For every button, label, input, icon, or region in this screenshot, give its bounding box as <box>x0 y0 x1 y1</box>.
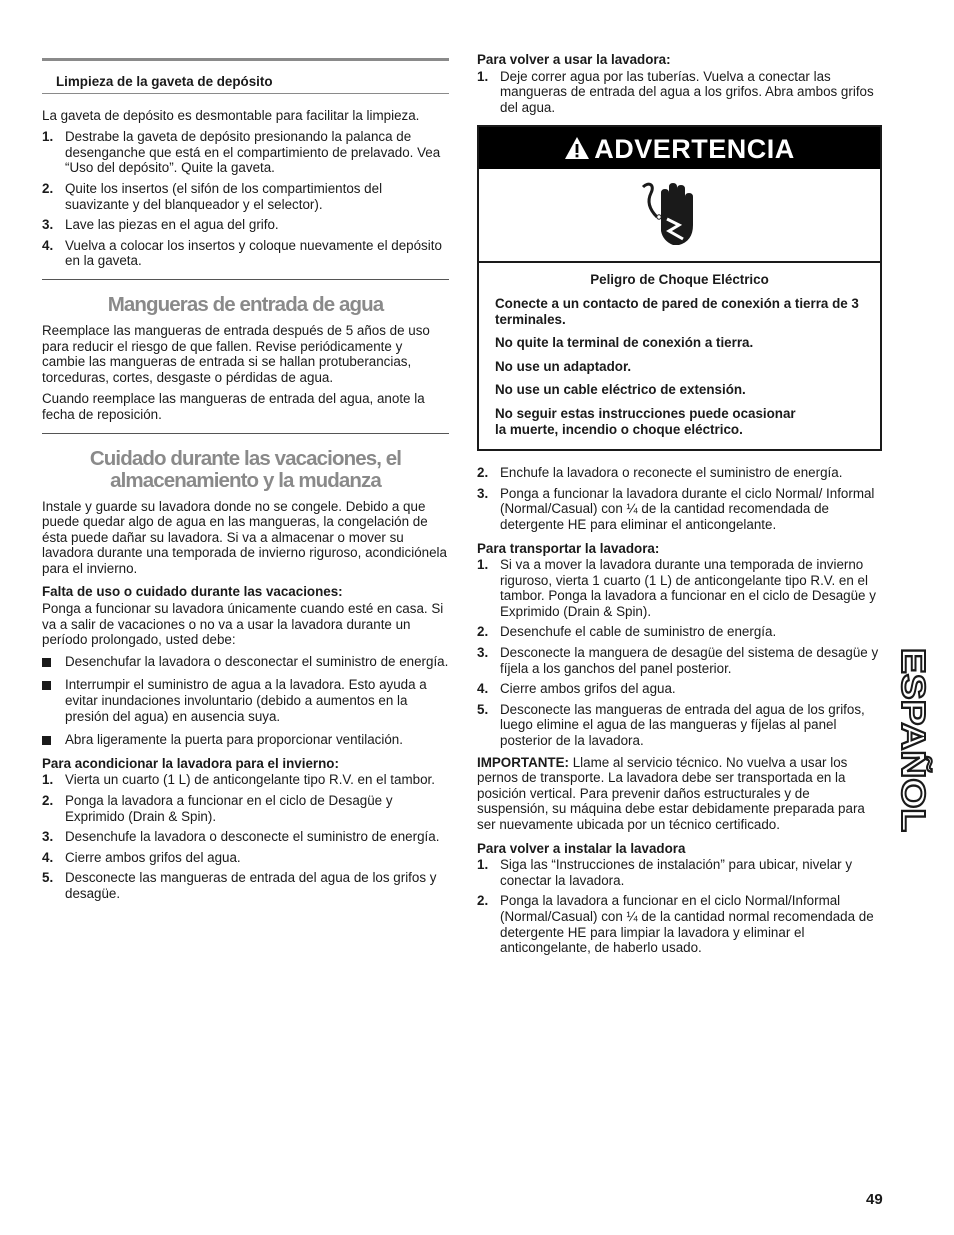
important-paragraph <box>477 755 882 833</box>
electric-shock-hand-icon <box>639 179 709 251</box>
reinstall-heading: Para volver a instalar la lavadora <box>477 840 686 856</box>
warning-icon-area <box>479 169 880 263</box>
list-item: 4. Cierre ambos grifos del agua. <box>42 849 241 865</box>
reuse-steps-list <box>477 69 882 116</box>
winter-heading: Para acondicionar la lavadora para el invierno: <box>42 755 339 771</box>
bullet-square-icon <box>42 736 51 745</box>
important-label: IMPORTANTE: <box>477 754 569 770</box>
dispenser-cleaning-heading: Limpieza de la gaveta de depósito <box>42 58 449 94</box>
vacation-section-title <box>42 448 449 492</box>
list-item: 4. Vuelva a colocar los insertos y coloque nuevamente el depósito en la gaveta. <box>42 237 442 269</box>
winter-steps-list <box>42 772 449 901</box>
list-item: 1. Destrabe la gaveta de depósito presionando la palanca de desenganche que está en el compartimiento de prelavado. Vea “Uso del depósito”. Quite la gaveta. <box>42 129 441 176</box>
list-item: 3. Ponga a funcionar la lavadora durante el ciclo Normal/ Informal (Normal/Casual) con ¼ de la cantidad recomendada de detergente HE para eliminar el anticongelante. <box>477 485 875 532</box>
list-item: Abra ligeramente la puerta para proporcionar ventilación. <box>42 732 449 748</box>
list-item: 1. Vierta un cuarto (1 L) de anticongelante tipo R.V. en el tambor. <box>42 772 435 788</box>
warning-title: ADVERTENCIA <box>594 134 795 165</box>
warning-line: No seguir estas instrucciones puede ocasionar la muerte, incendio o choque eléctrico. <box>495 405 796 437</box>
warning-line: No use un adaptador. <box>495 358 632 374</box>
warning-header <box>479 127 880 169</box>
reuse-steps-continued <box>477 465 882 532</box>
nonuse-intro: Ponga a funcionar su lavadora únicamente cuando esté en casa. Si va a salir de vacaciones o no va a usar la lavadora durante un período prolongado, usted debe: <box>42 601 444 648</box>
list-item: 1. Siga las “Instrucciones de instalación” para ubicar, nivelar y conectar la lavadora. <box>477 857 853 888</box>
list-item: 4. Cierre ambos grifos del agua. <box>477 681 676 697</box>
list-item: 5. Desconecte las mangueras de entrada del agua de los grifos, luego elimine el agua de las mangueras y fíjelas al panel posterior de la lavadora. <box>477 701 865 749</box>
vacation-intro: Instale y guarde su lavadora donde no se congele. Debido a que puede quedar algo de agua en las mangueras, la congelación de ésta puede dañar su lavadora. Si va a almacenar o mover su lavadora durante una temporada de invierno riguroso, acondiciónela para el invierno. <box>42 498 447 576</box>
dispenser-intro: La gaveta de depósito es desmontable para facilitar la limpieza. <box>42 107 420 123</box>
section-divider <box>42 433 449 434</box>
bullet-square-icon <box>42 681 51 690</box>
reuse-heading: Para volver a usar la lavadora: <box>477 52 671 67</box>
list-item: 2. Enchufe la lavadora o reconecte el suministro de energía. <box>477 465 843 481</box>
dispenser-steps-list <box>42 129 449 269</box>
list-item: 1. Deje correr agua por las tuberías. Vuelva a conectar las mangueras de entrada del agua a los grifos. Abra ambos grifos del agua. <box>477 68 874 115</box>
list-item: 3. Lave las piezas en el agua del grifo. <box>42 217 279 233</box>
list-item: Desenchufar la lavadora o desconectar el suministro de energía. <box>42 654 449 670</box>
transport-steps-list <box>477 557 882 749</box>
left-column <box>42 52 449 908</box>
nonuse-heading: Falta de uso o cuidado durante las vacaciones: <box>42 584 343 600</box>
list-item: 1. Si va a mover la lavadora durante una temporada de invierno riguroso, vierta 1 cuarto (1 L) de anticongelante tipo R.V. en el tambor. Ponga la lavadora a funcionar en el ciclo de Desagüe y Exprimido (Drain & Spin). <box>477 557 876 619</box>
important-text: Llame al servicio técnico. No vuelva a usar los pernos de transporte. La lavadora debe ser transportada en la posición vertical. Para prevenir daños estructurales y de suspensión, su máquina debe estar debidamente preparada para ser nuevamente ubicada por un técnico certificado. <box>477 754 865 832</box>
language-side-tab <box>895 648 932 834</box>
list-item: 2. Ponga la lavadora a funcionar en el ciclo de Desagüe y Exprimido (Drain & Spin). <box>42 793 393 824</box>
list-item: 3. Desenchufe la lavadora o desconecte el suministro de energía. <box>42 829 440 845</box>
transport-heading: Para transportar la lavadora: <box>477 540 660 556</box>
warning-line: No use un cable eléctrico de extensión. <box>495 382 746 398</box>
right-column <box>477 52 882 962</box>
list-item: 2. Desenchufe el cable de suministro de energía. <box>477 624 777 640</box>
list-item: 2. Quite los insertos (el sifón de los compartimientos del suavizante y del blanqueador y el selector). <box>42 180 383 212</box>
warning-line: No quite la terminal de conexión a tierra. <box>495 335 754 351</box>
warning-line: Conecte a un contacto de pared de conexión a tierra de 3 terminales. <box>495 295 859 327</box>
hoses-paragraph-2: Cuando reemplace las mangueras de entrada del agua, anote la fecha de reposición. <box>42 391 425 422</box>
page-number: 49 <box>866 1191 883 1208</box>
warning-body <box>479 263 880 449</box>
hoses-section-title: Mangueras de entrada de agua <box>107 292 384 316</box>
vacation-title-line-1: Cuidado durante las vacaciones, el <box>89 446 402 470</box>
warning-triangle-icon <box>564 129 590 153</box>
bullet-square-icon <box>42 658 51 667</box>
list-item: 3. Desconecte la manguera de desagüe del sistema de desagüe y fíjela a los ganchos del panel posterior. <box>477 645 879 676</box>
warning-box <box>477 125 882 451</box>
section-divider <box>42 279 449 280</box>
warning-hazard-title: Peligro de Choque Eléctrico <box>590 272 769 288</box>
list-item: Interrumpir el suministro de agua a la lavadora. Esto ayuda a evitar inundaciones involuntario (debido a aumentos en la presión del agua) en ausencia suya. <box>42 677 449 724</box>
list-item: 2. Ponga la lavadora a funcionar en el ciclo Normal/Informal (Normal/Casual) con ¼ de la cantidad normal recomendada de detergente HE para limpiar la lavadora y eliminar el anticongelante, de haberlo usado. <box>477 893 874 956</box>
vacation-title-line-2: almacenamiento y la mudanza <box>110 468 381 492</box>
nonuse-bullet-list <box>42 654 449 748</box>
reinstall-steps-list <box>477 857 882 956</box>
list-item: 5. Desconecte las mangueras de entrada del agua de los grifos y desagüe. <box>42 870 437 901</box>
side-tab-label: ESPAÑOL <box>895 648 932 806</box>
hoses-paragraph-1: Reemplace las mangueras de entrada después de 5 años de uso para reducir el riesgo de que fallen. Revise periódicamente y cambie las mangueras de entrada si se hallan protuberancias, torceduras, cortes, desgaste o pérdidas de agua. <box>42 322 430 385</box>
